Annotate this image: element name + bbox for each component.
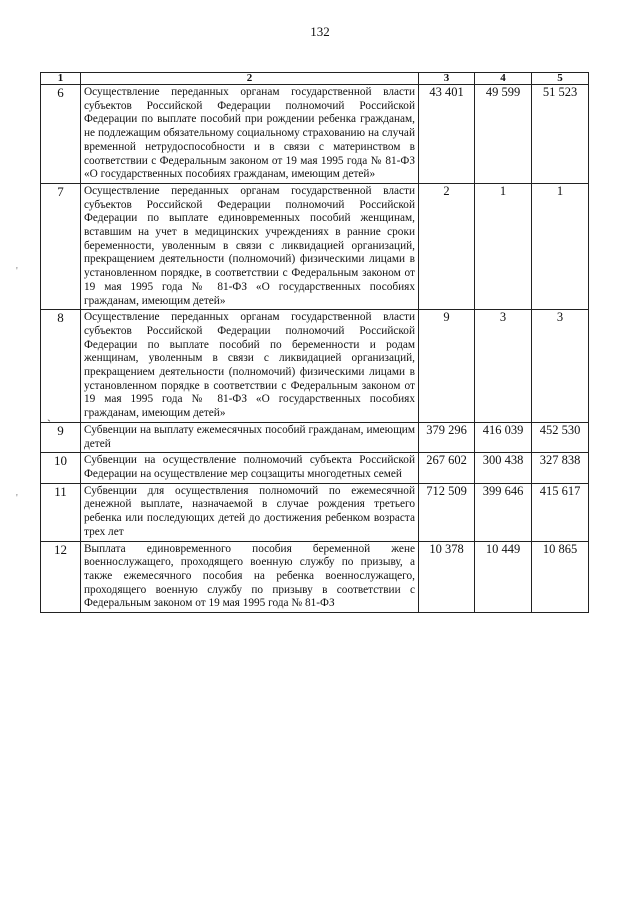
value-col4: 49 599	[475, 85, 532, 184]
value-col4: 300 438	[475, 453, 532, 483]
column-header-3: 3	[419, 73, 475, 85]
table-row	[41, 422, 589, 452]
row-number: 7	[41, 183, 81, 309]
value-col3: 2	[419, 183, 475, 309]
value-col5: 452 530	[532, 422, 589, 452]
row-number: 12	[41, 541, 81, 613]
value-col4: 3	[475, 310, 532, 423]
row-number: 8	[41, 310, 81, 423]
value-col3: 10 378	[419, 541, 475, 613]
value-col5: 51 523	[532, 85, 589, 184]
row-description: Субвенции на осуществление полномочий субъекта Российской Федерации на осуществление мер соцзащиты многодетных семей	[81, 453, 419, 483]
value-col3: 9	[419, 310, 475, 423]
value-col4: 10 449	[475, 541, 532, 613]
column-header-2: 2	[81, 73, 419, 85]
row-description: Осуществление переданных органам государственной власти субъектов Российской Федерации полномочий Российской Федерации по выплате пособий при рождении ребенка гражданам, не подлежащим обязательному социальному страхованию на случай временной нетрудоспособности и в связи с материнством в соответствии с Федеральным законом от 19 мая 1995 года № 81-ФЗ «О государственных пособиях гражданам, имеющим детей»	[81, 85, 419, 184]
scan-mark: `	[47, 417, 51, 431]
table-row	[41, 85, 589, 184]
row-number: 11	[41, 483, 81, 541]
value-col4: 399 646	[475, 483, 532, 541]
table-row	[41, 541, 589, 613]
row-number: 10	[41, 453, 81, 483]
value-col3: 712 509	[419, 483, 475, 541]
value-col4: 416 039	[475, 422, 532, 452]
row-number: 6	[41, 85, 81, 184]
table-row	[41, 453, 589, 483]
row-number: 9	[41, 422, 81, 452]
table-row	[41, 310, 589, 423]
value-col5: 415 617	[532, 483, 589, 541]
column-header-1: 1	[41, 73, 81, 85]
value-col3: 43 401	[419, 85, 475, 184]
budget-table	[40, 72, 589, 613]
page-number: 132	[310, 24, 330, 39]
table-row	[41, 183, 589, 309]
value-col5: 327 838	[532, 453, 589, 483]
row-description: Субвенции на выплату ежемесячных пособий гражданам, имеющим детей	[81, 422, 419, 452]
scan-mark: '	[16, 493, 18, 504]
column-header-5: 5	[532, 73, 589, 85]
row-description: Осуществление переданных органам государственной власти субъектов Российской Федерации полномочий Российской Федерации по выплате единовременных пособий женщинам, вставшим на учет в медицинских учреждениях в ранние сроки беременности, уволенным в связи с ликвидацией организаций, прекращением деятельности (полномочий) физическими лицами в установленном порядке, в соответствии с Федеральным законом от 19 мая 1995 года № 81-ФЗ «О государственных пособиях гражданам, имеющим детей»	[81, 183, 419, 309]
column-header-4: 4	[475, 73, 532, 85]
value-col4: 1	[475, 183, 532, 309]
value-col3: 267 602	[419, 453, 475, 483]
value-col5: 10 865	[532, 541, 589, 613]
header-row	[41, 73, 589, 85]
row-description: Выплата единовременного пособия беременной жене военнослужащего, проходящего военную службу по призыву, а также ежемесячного пособия на ребенка военнослужащего, проходящего военную службу по призыву в соответствии с Федеральным законом от 19 мая 1995 года № 81-ФЗ	[81, 541, 419, 613]
value-col3: 379 296	[419, 422, 475, 452]
value-col5: 3	[532, 310, 589, 423]
value-col5: 1	[532, 183, 589, 309]
scan-mark: '	[16, 266, 18, 277]
table-row	[41, 483, 589, 541]
row-description: Осуществление переданных органам государственной власти субъектов Российской Федерации полномочий Российской Федерации по выплате пособий по беременности и родам женщинам, уволенным в связи с ликвидацией организаций, прекращением деятельности (полномочий) физическими лицами в установленном порядке в соответствии с Федеральным законом от 19 мая 1995 года № 81-ФЗ «О государственных пособиях гражданам, имеющим детей»	[81, 310, 419, 423]
row-description: Субвенции для осуществления полномочий по ежемесячной денежной выплате, назначаемой в случае рождения третьего ребенка или последующих детей до достижения ребенком возраста трех лет	[81, 483, 419, 541]
